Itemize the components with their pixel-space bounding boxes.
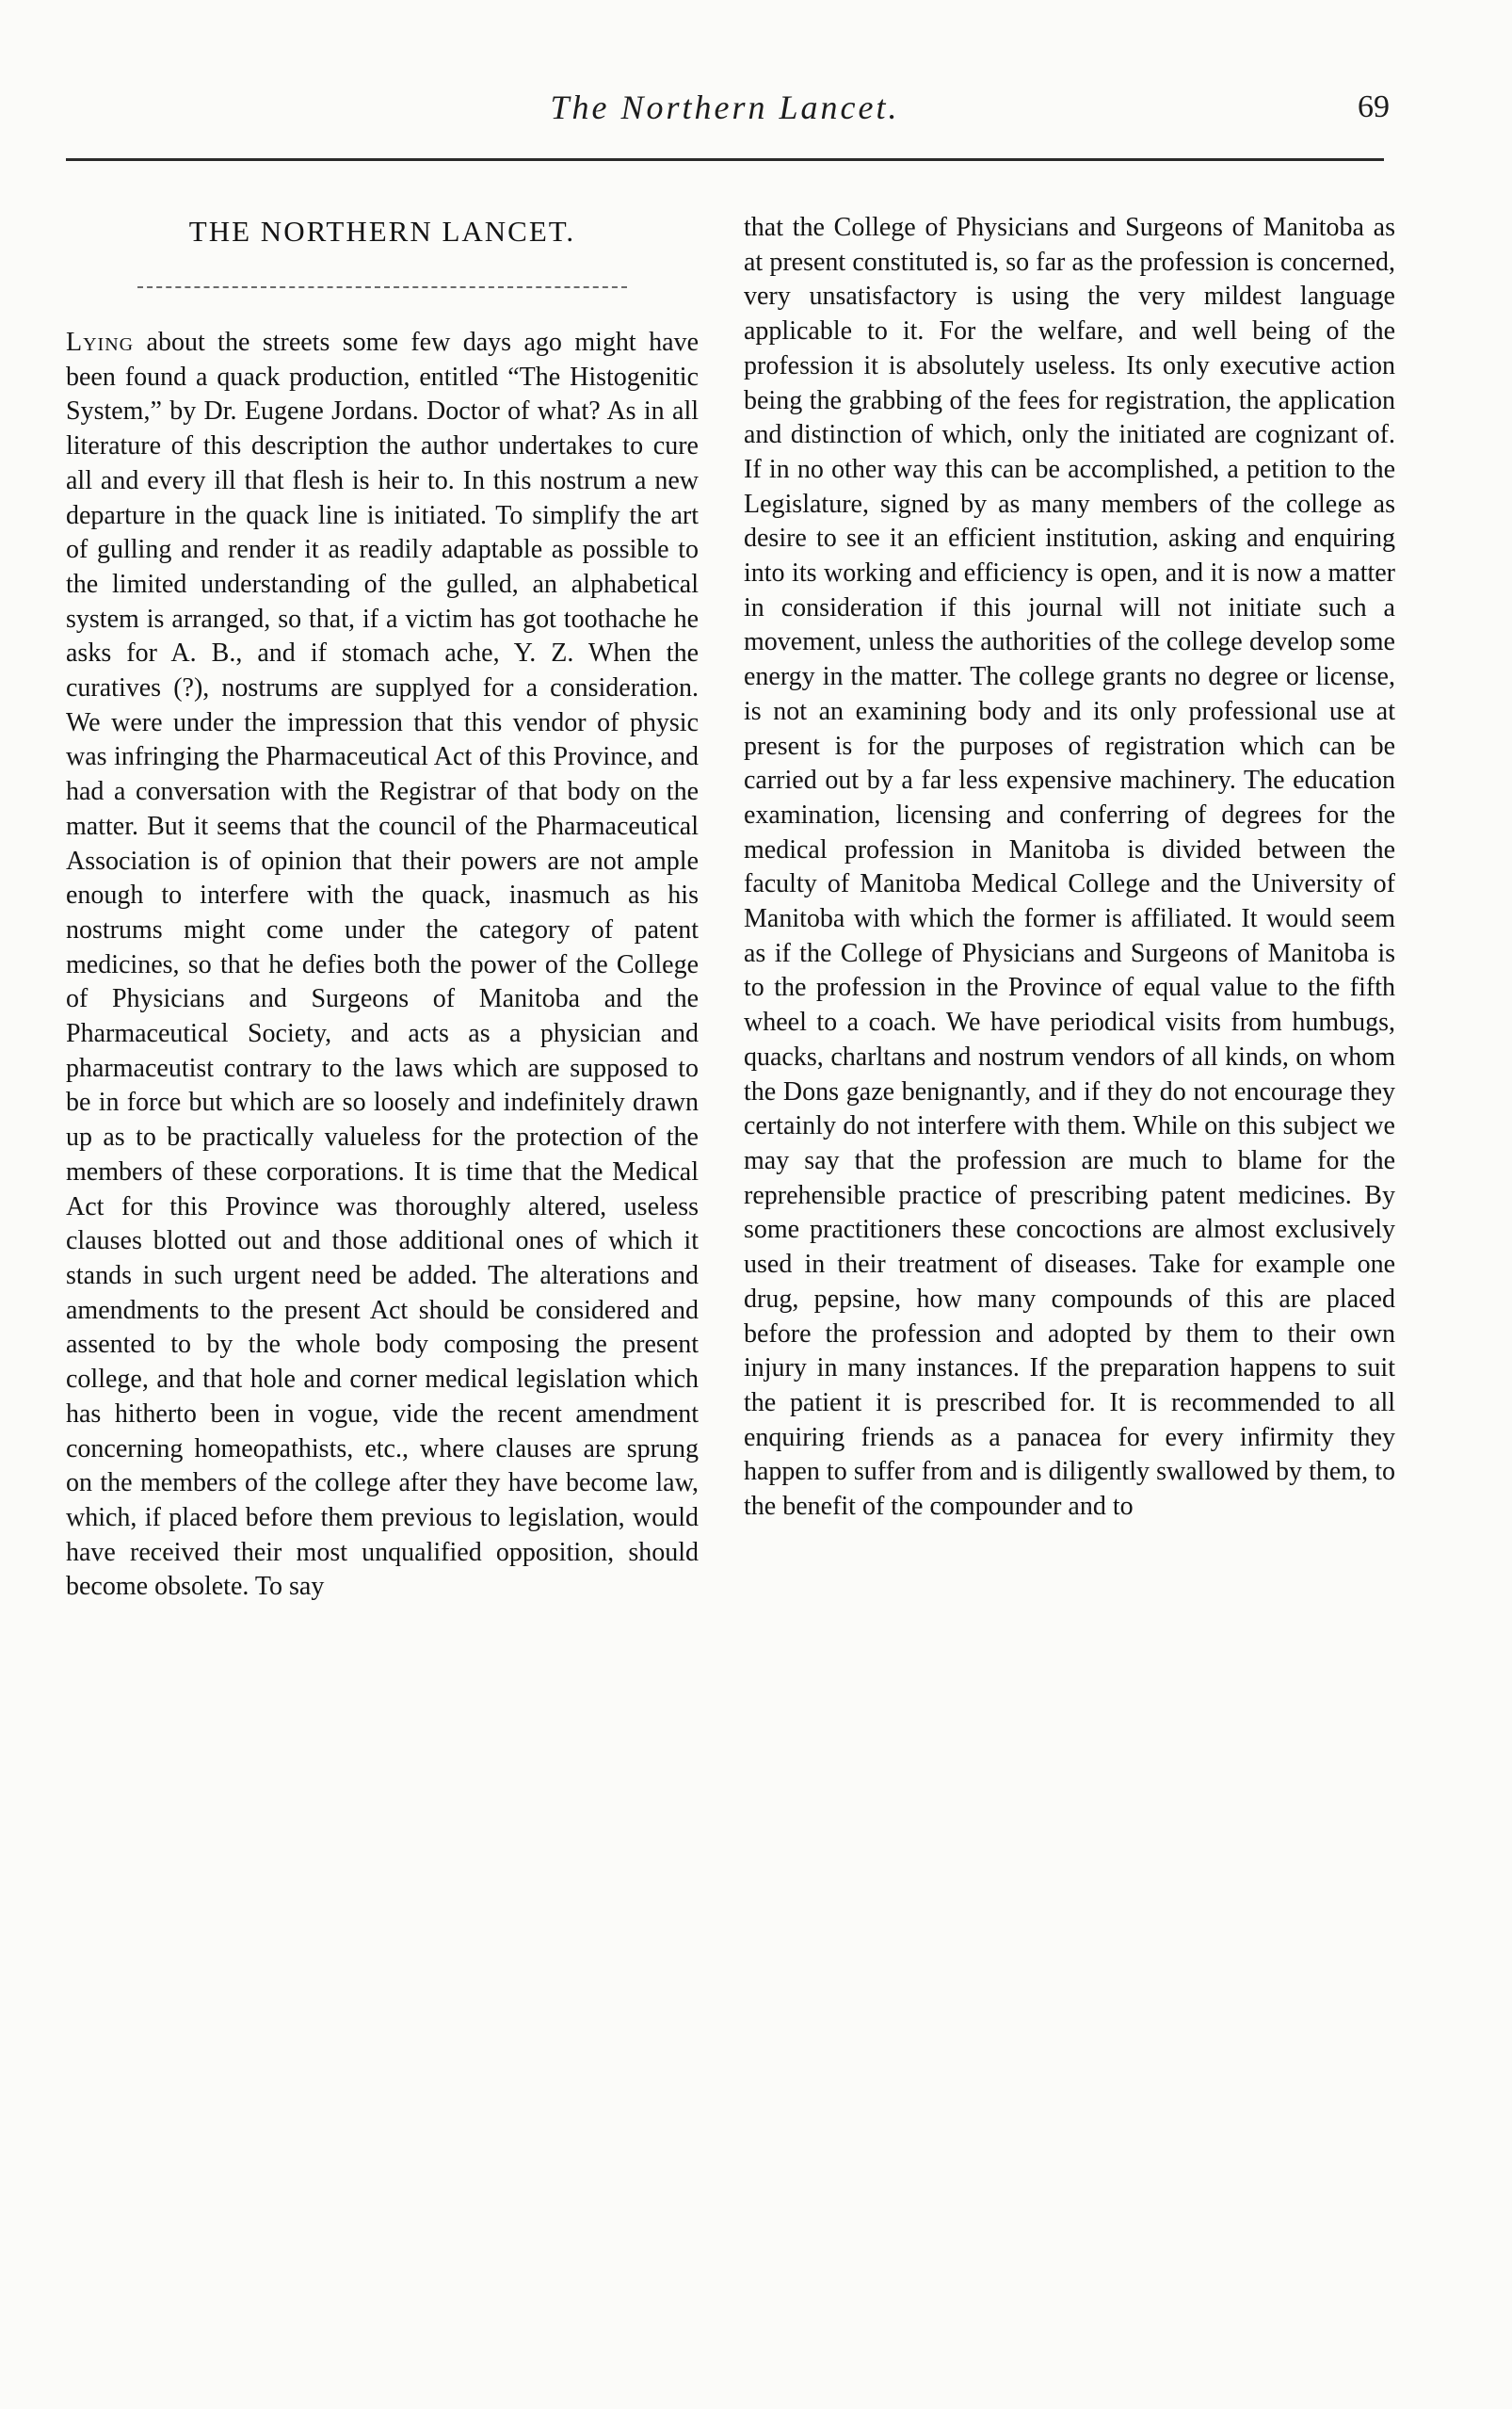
page-number: 69 — [1358, 89, 1390, 124]
running-title: The Northern Lancet. — [550, 89, 900, 126]
left-column-paragraph — [66, 326, 699, 1605]
opening-word: Lying — [66, 328, 135, 357]
header-rule — [66, 158, 1384, 161]
left-column — [66, 202, 699, 1605]
left-column-body: about the streets some few days ago might have been found a quack production, entitled “The Histogenitic System,” by Dr. Eugene Jordans. Doctor of what? As in all literature of this description the author undertakes to cure all and every ill that flesh is heir to. In this nostrum a new departure in the quack line is initiated. To simplify the art of gulling and render it as readily adaptable as possible to the limited understanding of the gulled, an alphabetical system is arranged, so that, if a victim has got toothache he asks for A. B., and if stomach ache, Y. Z. When the curatives (?), nostrums are supplyed for a consideration. We were under the impression that this vendor of physic was infringing the Pharmaceutical Act of this Province, and had a conversation with the Registrar of that body on the matter. But it seems that the council of the Pharmaceutical Association is of opinion that their powers are not ample enough to interfere with the quack, inasmuch as his nostrums might come under the category of patent medicines, so that he defies both the power of the College of Physicians and Surgeons of Manitoba and the Pharmaceutical Society, and acts as a physician and pharmaceutist contrary to the laws which are supposed to be in force but which are so loosely and indefinitely drawn up as to be practically valueless for the protection of the members of these corporations. It is time that the Medical Act for this Province was thoroughly altered, useless clauses blotted out and those additional ones of which it stands in such urgent need be added. The alterations and amendments to the present Act should be considered and assented to by the whole body composing the present college, and that hole and corner medical legislation which has hitherto been in vogue, vide the recent amendment concerning homeopathists, etc., where clauses are sprung on the members of the college after they have become law, which, if placed before them previous to legislation, would have received their most unqualified opposition, should become obsolete. To say — [66, 328, 699, 1602]
title-divider — [137, 286, 627, 288]
article-title: THE NORTHERN LANCET. — [188, 215, 576, 248]
right-column — [744, 211, 1395, 1525]
running-head — [66, 87, 1390, 134]
right-column-paragraph: that the College of Physicians and Surgeons of Manitoba as at present constituted is, so far as the profession is concerned, very unsatisfactory is using the very mildest language applicable to it. For the welfare, and well being of the profession it is absolutely useless. Its only executive action being the grabbing of the fees for registration, the application and distinction of which, only the initiated are cognizant of. If in no other way this can be accomplished, a petition to the Legislature, signed by as many members of the college as desire to see it an efficient institution, asking and enquiring into its working and efficiency is open, and it is now a matter in consideration if this journal will not initiate such a movement, unless the authorities of the college develop some energy in the matter. The college grants no degree or license, is not an examining body and its only professional use at present is for the purposes of registration which can be carried out by a far less expensive machinery. The education examination, licensing and conferring of degrees for the medical profession in Manitoba is divided between the faculty of Manitoba Medical College and the University of Manitoba with which the former is affiliated. It would seem as if the College of Physicians and Surgeons of Manitoba is to the profession in the Province of equal value to the fifth wheel to a coach. We have periodical visits from humbugs, quacks, charltans and nostrum vendors of all kinds, on whom the Dons gaze benignantly, and if they do not encourage they certainly do not interfere with them. While on this subject we may say that the profession are much to blame for the reprehensible practice of prescribing patent medicines. By some practitioners these concoctions are almost exclusively used in their treatment of diseases. Take for example one drug, pepsine, how many compounds of this are placed before the profession and adopted by them to their own injury in many instances. If the preparation happens to suit the patient it is prescribed for. It is recommended to all enquiring friends as a panacea for every infirmity they happen to suffer from and is diligently swallowed by them, to the benefit of the compounder and to — [744, 213, 1395, 1522]
